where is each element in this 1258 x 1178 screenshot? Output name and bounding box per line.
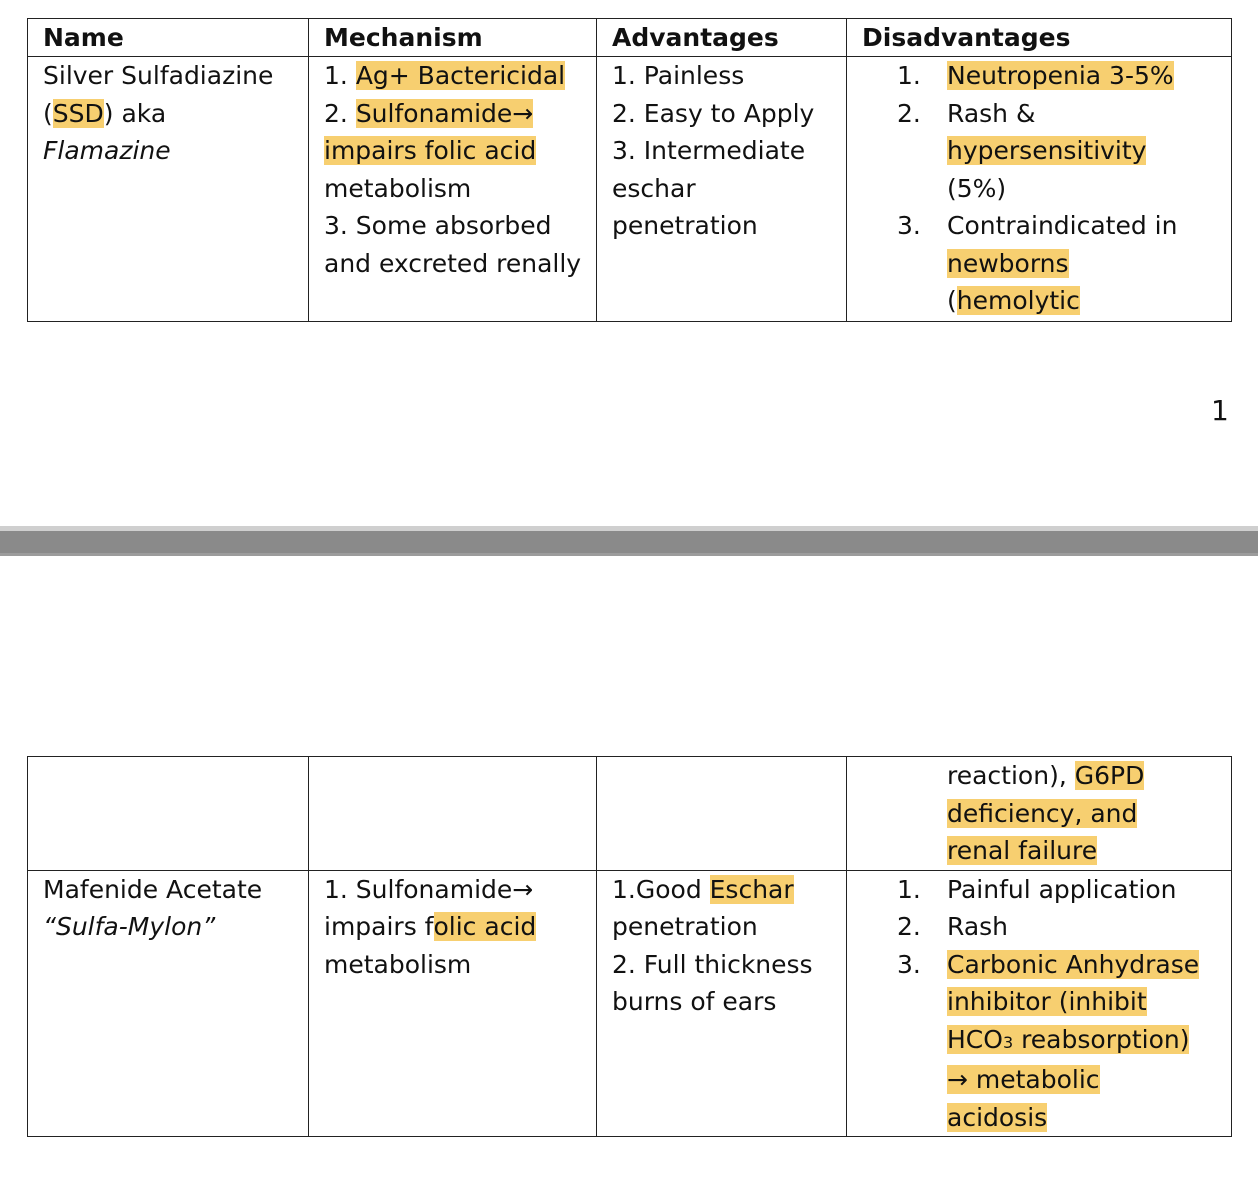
cell-disadvantages: 1. Painful application 2. Rash 3. Carbonic Anhydrase inhibitor (inhibit HCO3 reabsorption) → metabolic acidosis [847, 870, 1232, 1137]
table-row-mafenide-acetate [28, 870, 1232, 1137]
cell-mechanism: 1. Ag+ Bactericidal 2. Sulfonamide→ impairs folic acid metabolism 3. Some absorbed and excreted renally [309, 57, 597, 322]
cell-disadvantages-continued: reaction), G6PD deficiency, and renal failure [847, 757, 1232, 871]
drug-name: Mafenide Acetate [43, 874, 263, 904]
table-row-silver-sulfadiazine [28, 57, 1232, 322]
drug-table-page-1 [27, 18, 1232, 322]
table-header-row [28, 19, 1232, 57]
disadvantage-item-1: 1. Neutropenia 3-5% [897, 61, 1174, 90]
drug-name: Silver Sulfadiazine [43, 61, 274, 90]
mechanism-item-1: 1. Sulfonamide→ [324, 874, 534, 904]
disadvantage-item-2: 2. Rash [897, 912, 1009, 941]
cell-name [28, 57, 309, 322]
disadvantage-item-1: 1. Painful application [897, 874, 1177, 904]
mechanism-item-3: 3. Some absorbed [324, 211, 552, 240]
highlight-ssd: SSD [52, 98, 104, 128]
document-page-1 [0, 0, 1258, 526]
drug-table-page-2 [27, 756, 1232, 1137]
cell-advantages: 1.Good Eschar penetration 2. Full thickness burns of ears [597, 870, 847, 1137]
page-number: 1 [1211, 394, 1229, 427]
cell-mechanism: 1. Sulfonamide→ impairs folic acid metabolism [309, 870, 597, 1137]
table-row-continued [28, 757, 1232, 871]
header-mechanism: Mechanism [309, 19, 597, 57]
mechanism-item-2: 2. Sulfonamide→ [324, 98, 534, 128]
drug-brand: Flamazine [43, 136, 171, 165]
advantage-item-2: 2. Full thickness [612, 949, 813, 979]
header-disadvantages: Disadvantages [847, 19, 1232, 57]
drug-brand: “Sulfa-Mylon” [43, 912, 216, 941]
page-break-separator [0, 526, 1258, 556]
disadvantage-item-2: 2. Rash & [897, 98, 1036, 128]
drug-abbrev-line: (SSD) aka [43, 98, 167, 128]
header-advantages: Advantages [597, 19, 847, 57]
header-name: Name [28, 19, 309, 57]
disadvantage-item-3: 3. Carbonic Anhydrase [897, 949, 1200, 979]
document-page-2 [0, 556, 1258, 1178]
disadvantage-item-3: 3. Contraindicated in [897, 211, 1178, 240]
mechanism-item-1: 1. Ag+ Bactericidal [324, 61, 566, 90]
advantage-item-1: 1.Good Eschar [612, 874, 794, 904]
cell-advantages: 1. Painless 2. Easy to Apply 3. Intermediate eschar penetration [597, 57, 847, 322]
cell-name [28, 870, 309, 1137]
cell-disadvantages: 1. Neutropenia 3-5% 2. Rash & hypersensitivity (5%) 3. Contraindicated in newborns (hemolytic [847, 57, 1232, 322]
